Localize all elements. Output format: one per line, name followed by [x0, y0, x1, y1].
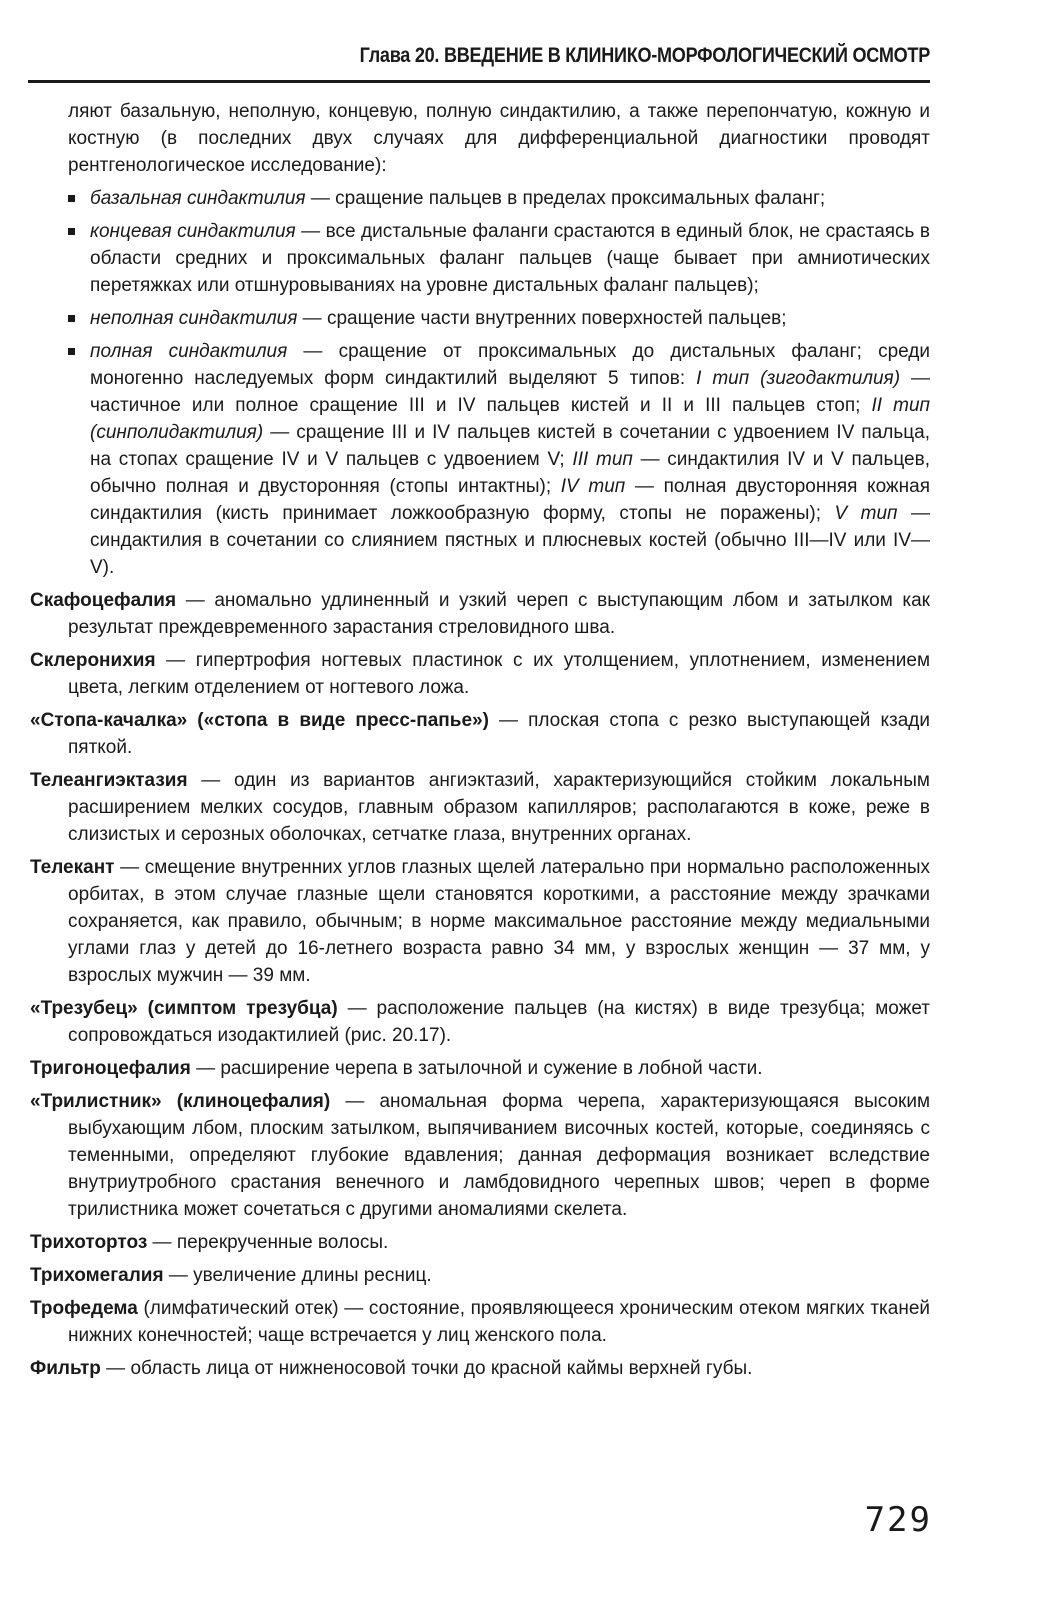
list-item: [30, 338, 930, 581]
entry-term: Фильтр: [30, 1358, 101, 1379]
glossary-entry: [30, 1355, 930, 1382]
entry-term: Телекант: [30, 857, 115, 878]
glossary-entry: [30, 707, 930, 761]
glossary-entry: [30, 1229, 930, 1256]
glossary-entry: [30, 647, 930, 701]
entry-term: «Трилистник» (клиноцефалия): [30, 1091, 331, 1112]
bullet-term: неполная синдактилия: [90, 308, 298, 329]
page-body: [30, 98, 930, 1388]
entry-text: — аномально удлиненный и узкий череп с выступающим лбом и затылком как результат преждевременного зарастания стреловидного шва.: [68, 590, 930, 638]
type-5-text: — синдактилия в сочетании со слиянием пястных и плюсневых костей (обычно III—IV или IV—V).: [90, 503, 930, 578]
glossary-entry: [30, 767, 930, 848]
entry-text: — увеличение длины ресниц.: [163, 1265, 432, 1286]
header-rule: [28, 80, 930, 83]
list-item: [30, 185, 930, 212]
entry-text: — расширение черепа в затылочной и сужение в лобной части.: [190, 1058, 763, 1079]
entry-term: Телеангиэктазия: [30, 770, 188, 791]
list-item: [30, 305, 930, 332]
entry-term: «Стопа-качалка» («стопа в виде пресс-папье»): [30, 710, 489, 731]
entry-text: (лимфатический отек) — состояние, проявляющееся хроническим отеком мягких тканей нижних конечностей; чаще встречается у лиц женского пола.: [68, 1298, 930, 1346]
type-2-text: — сращение III и IV пальцев кистей в сочетании с удвоением IV пальца, на стопах сращение IV и V пальцев с удвоением V;: [90, 422, 930, 470]
entry-term: Склеронихия: [30, 650, 156, 671]
glossary-entry: [30, 1055, 930, 1082]
glossary-entry: [30, 1088, 930, 1223]
entry-term: Тригоноцефалия: [30, 1058, 191, 1079]
syndactyly-list: [30, 185, 930, 581]
glossary-entry: [30, 995, 930, 1049]
bullet-text: — сращение пальцев в пределах проксимальных фаланг;: [305, 188, 826, 209]
entry-text: — область лица от нижненосовой точки до красной каймы верхней губы.: [100, 1358, 753, 1379]
entry-text: — перекрученные волосы.: [147, 1232, 389, 1253]
bullet-term: концевая синдактилия: [90, 221, 296, 242]
glossary-entry: [30, 854, 930, 989]
page-number: 729: [864, 1500, 932, 1540]
running-header: Глава 20. ВВЕДЕНИЕ В КЛИНИКО-МОРФОЛОГИЧЕСКИЙ ОСМОТР: [359, 44, 930, 67]
entry-text: — расположение пальцев (на кистях) в виде трезубца; может сопровождаться изодактилией (рис. 20.17).: [68, 998, 930, 1046]
bullet-term: полная синдактилия: [90, 341, 288, 362]
bullet-term: базальная синдактилия: [90, 188, 306, 209]
entry-term: Скафоцефалия: [30, 590, 177, 611]
glossary-entry: [30, 587, 930, 641]
type-3-text: — синдактилия IV и V пальцев, обычно полная и двусторонняя (стопы интактны);: [90, 449, 930, 497]
entry-text: — смещение внутренних углов глазных щелей латерально при нормально расположенных орбитах, в этом случае глазные щели становятся короткими, а расстояние между зрачками сохраняется, как правило, обычным; в норме максимальное расстояние между медиальными углами глаз у детей до 16-летнего возраста равно 34 мм, у взрослых женщин — 37 мм, у взрослых мужчин — 39 мм.: [68, 857, 930, 986]
entry-text: — один из вариантов ангиэктазий, характеризующийся стойким локальным расширением мелких сосудов, главным образом капилляров; располагаются в коже, реже в слизистых и серозных оболочках, сетчатке глаза, внутренних органах.: [68, 770, 930, 845]
entry-text: — гипертрофия ногтевых пластинок с их утолщением, уплотнением, изменением цвета, легким отделением от ногтевого ложа.: [68, 650, 930, 698]
type-2-term: II тип (синполидактилия): [90, 395, 930, 443]
entry-term: Трихомегалия: [30, 1265, 164, 1286]
type-5-term: V тип: [834, 503, 898, 524]
entry-term: Трихотортоз: [30, 1232, 148, 1253]
glossary-entry: [30, 1262, 930, 1289]
glossary-entry: [30, 1295, 930, 1349]
entry-term: Трофедема: [30, 1298, 138, 1319]
type-3-term: III тип: [572, 449, 633, 470]
entry-text: — плоская стопа с резко выступающей кзади пяткой.: [68, 710, 931, 758]
bullet-text: — все дистальные фаланги срастаются в единый блок, не срастаясь в области средних и проксимальных фаланг пальцев (чаще бывает при амниотических перетяжках или отшнуровываниях на уровне дистальных фаланг пальцев);: [90, 221, 930, 296]
intro-paragraph: ляют базальную, неполную, концевую, полную синдактилию, а также перепончатую, кожную и костную (в последних двух случаях для дифференциальной диагностики проводят рентгенологическое исследование):: [68, 101, 930, 176]
list-item: [30, 218, 930, 299]
entry-term: «Трезубец» (симптом трезубца): [30, 998, 338, 1019]
entry-text: — аномальная форма черепа, характеризующаяся высоким выбухающим лбом, плоским затылком, выпячиванием височных костей, которые, соединяясь с теменными, определяют глубокие вдавления; данная деформация возникает вследствие внутриутробного срастания венечного и ламбдовидного черепных швов; череп в форме трилистника может сочетаться с другими аномалиями скелета.: [68, 1091, 931, 1220]
type-1-term: I тип (зигодактилия): [696, 368, 901, 389]
bullet-text: — сращение части внутренних поверхностей пальцев;: [297, 308, 787, 329]
type-4-text: — полная двусторонняя кожная синдактилия (кисть принимает ложкообразную форму, стопы не поражены);: [90, 476, 930, 524]
bullet-text: — сращение от проксимальных до дистальных фаланг; среди моногенно наследуемых форм синдактилий выделяют 5 типов:: [90, 341, 931, 389]
type-1-text: — частичное или полное сращение III и IV пальцев кистей и II и III пальцев стоп;: [90, 368, 931, 416]
type-4-term: IV тип: [560, 476, 626, 497]
